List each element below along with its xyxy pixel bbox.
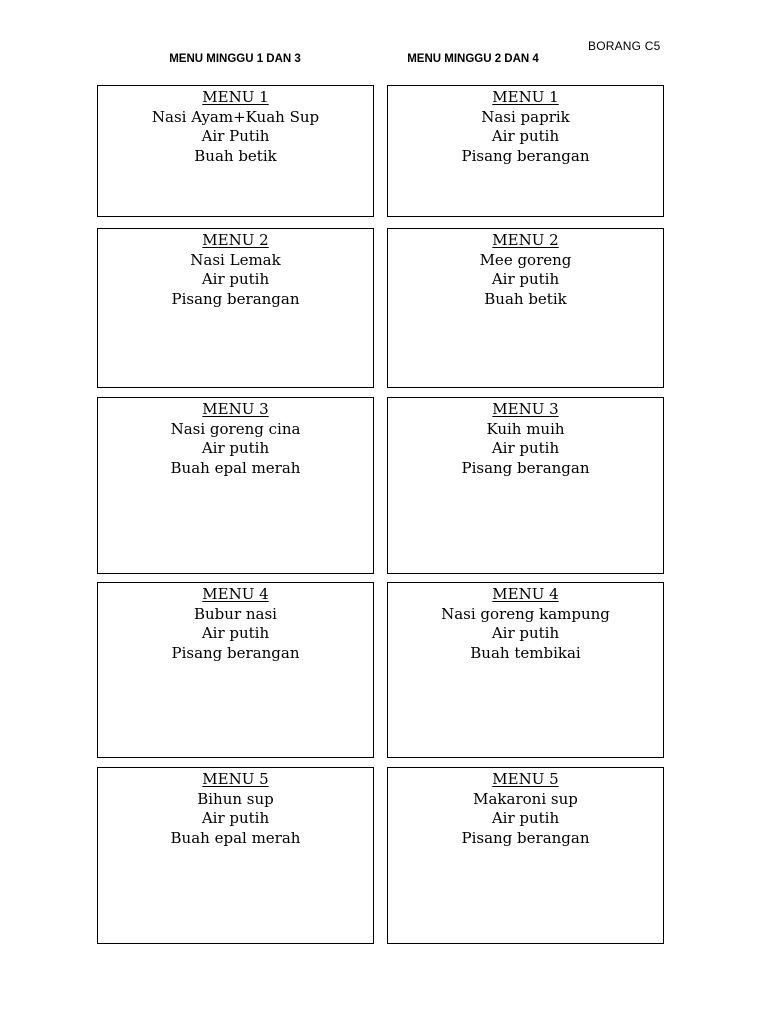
menu-item: Air putih [201, 270, 270, 288]
menu-box-week24-menu5 [387, 767, 664, 944]
menu-box-week13-menu5 [97, 767, 374, 944]
menu-item: Bubur nasi [194, 604, 277, 623]
menu-item: Kuih muih [486, 419, 565, 438]
menu-item: Makaroni sup [473, 789, 578, 808]
form-code: BORANG C5 [588, 39, 661, 53]
menu-item: Air putih [491, 809, 560, 827]
menu-item: Nasi Lemak [190, 250, 281, 269]
menu-title: MENU 3 [492, 400, 559, 418]
menu-item: Air putih [201, 809, 270, 827]
menu-title: MENU 4 [492, 585, 559, 603]
menu-title: MENU 1 [202, 88, 269, 106]
menu-item: Mee goreng [479, 250, 572, 269]
menu-title: MENU 3 [202, 400, 269, 418]
menu-item: Pisang berangan [461, 146, 590, 165]
menu-title: MENU 2 [492, 231, 559, 249]
column-heading-weeks-1-3: MENU MINGGU 1 DAN 3 [169, 53, 301, 65]
menu-item: Air putih [491, 439, 560, 457]
menu-item: Nasi goreng cina [170, 419, 301, 438]
menu-box-week13-menu3 [97, 397, 374, 574]
menu-item: Buah tembikai [470, 643, 581, 662]
menu-item: Air Putih [201, 127, 270, 145]
menu-item: Air putih [491, 127, 560, 145]
menu-title: MENU 1 [492, 88, 559, 106]
menu-item: Buah epal merah [170, 458, 301, 477]
menu-item: Buah betik [194, 146, 277, 165]
menu-box-week24-menu4 [387, 582, 664, 758]
menu-title: MENU 4 [202, 585, 269, 603]
menu-box-week13-menu1 [97, 85, 374, 217]
menu-item: Pisang berangan [171, 643, 300, 662]
menu-title: MENU 5 [202, 770, 269, 788]
menu-item: Nasi paprik [481, 107, 570, 126]
menu-item: Nasi goreng kampung [441, 604, 610, 623]
menu-box-week24-menu3 [387, 397, 664, 574]
menu-box-week13-menu2 [97, 228, 374, 388]
menu-item: Air putih [201, 624, 270, 642]
menu-item: Pisang berangan [461, 458, 590, 477]
menu-item: Nasi Ayam+Kuah Sup [151, 107, 320, 126]
menu-item: Buah epal merah [170, 828, 301, 847]
menu-item: Pisang berangan [171, 289, 300, 308]
menu-box-week24-menu1 [387, 85, 664, 217]
menu-box-week13-menu4 [97, 582, 374, 758]
column-heading-weeks-2-4: MENU MINGGU 2 DAN 4 [407, 53, 539, 65]
menu-item: Pisang berangan [461, 828, 590, 847]
menu-item: Air putih [491, 270, 560, 288]
menu-title: MENU 2 [202, 231, 269, 249]
menu-item: Air putih [491, 624, 560, 642]
menu-item: Bihun sup [197, 789, 274, 808]
menu-item: Air putih [201, 439, 270, 457]
menu-item: Buah betik [484, 289, 567, 308]
menu-title: MENU 5 [492, 770, 559, 788]
menu-box-week24-menu2 [387, 228, 664, 388]
